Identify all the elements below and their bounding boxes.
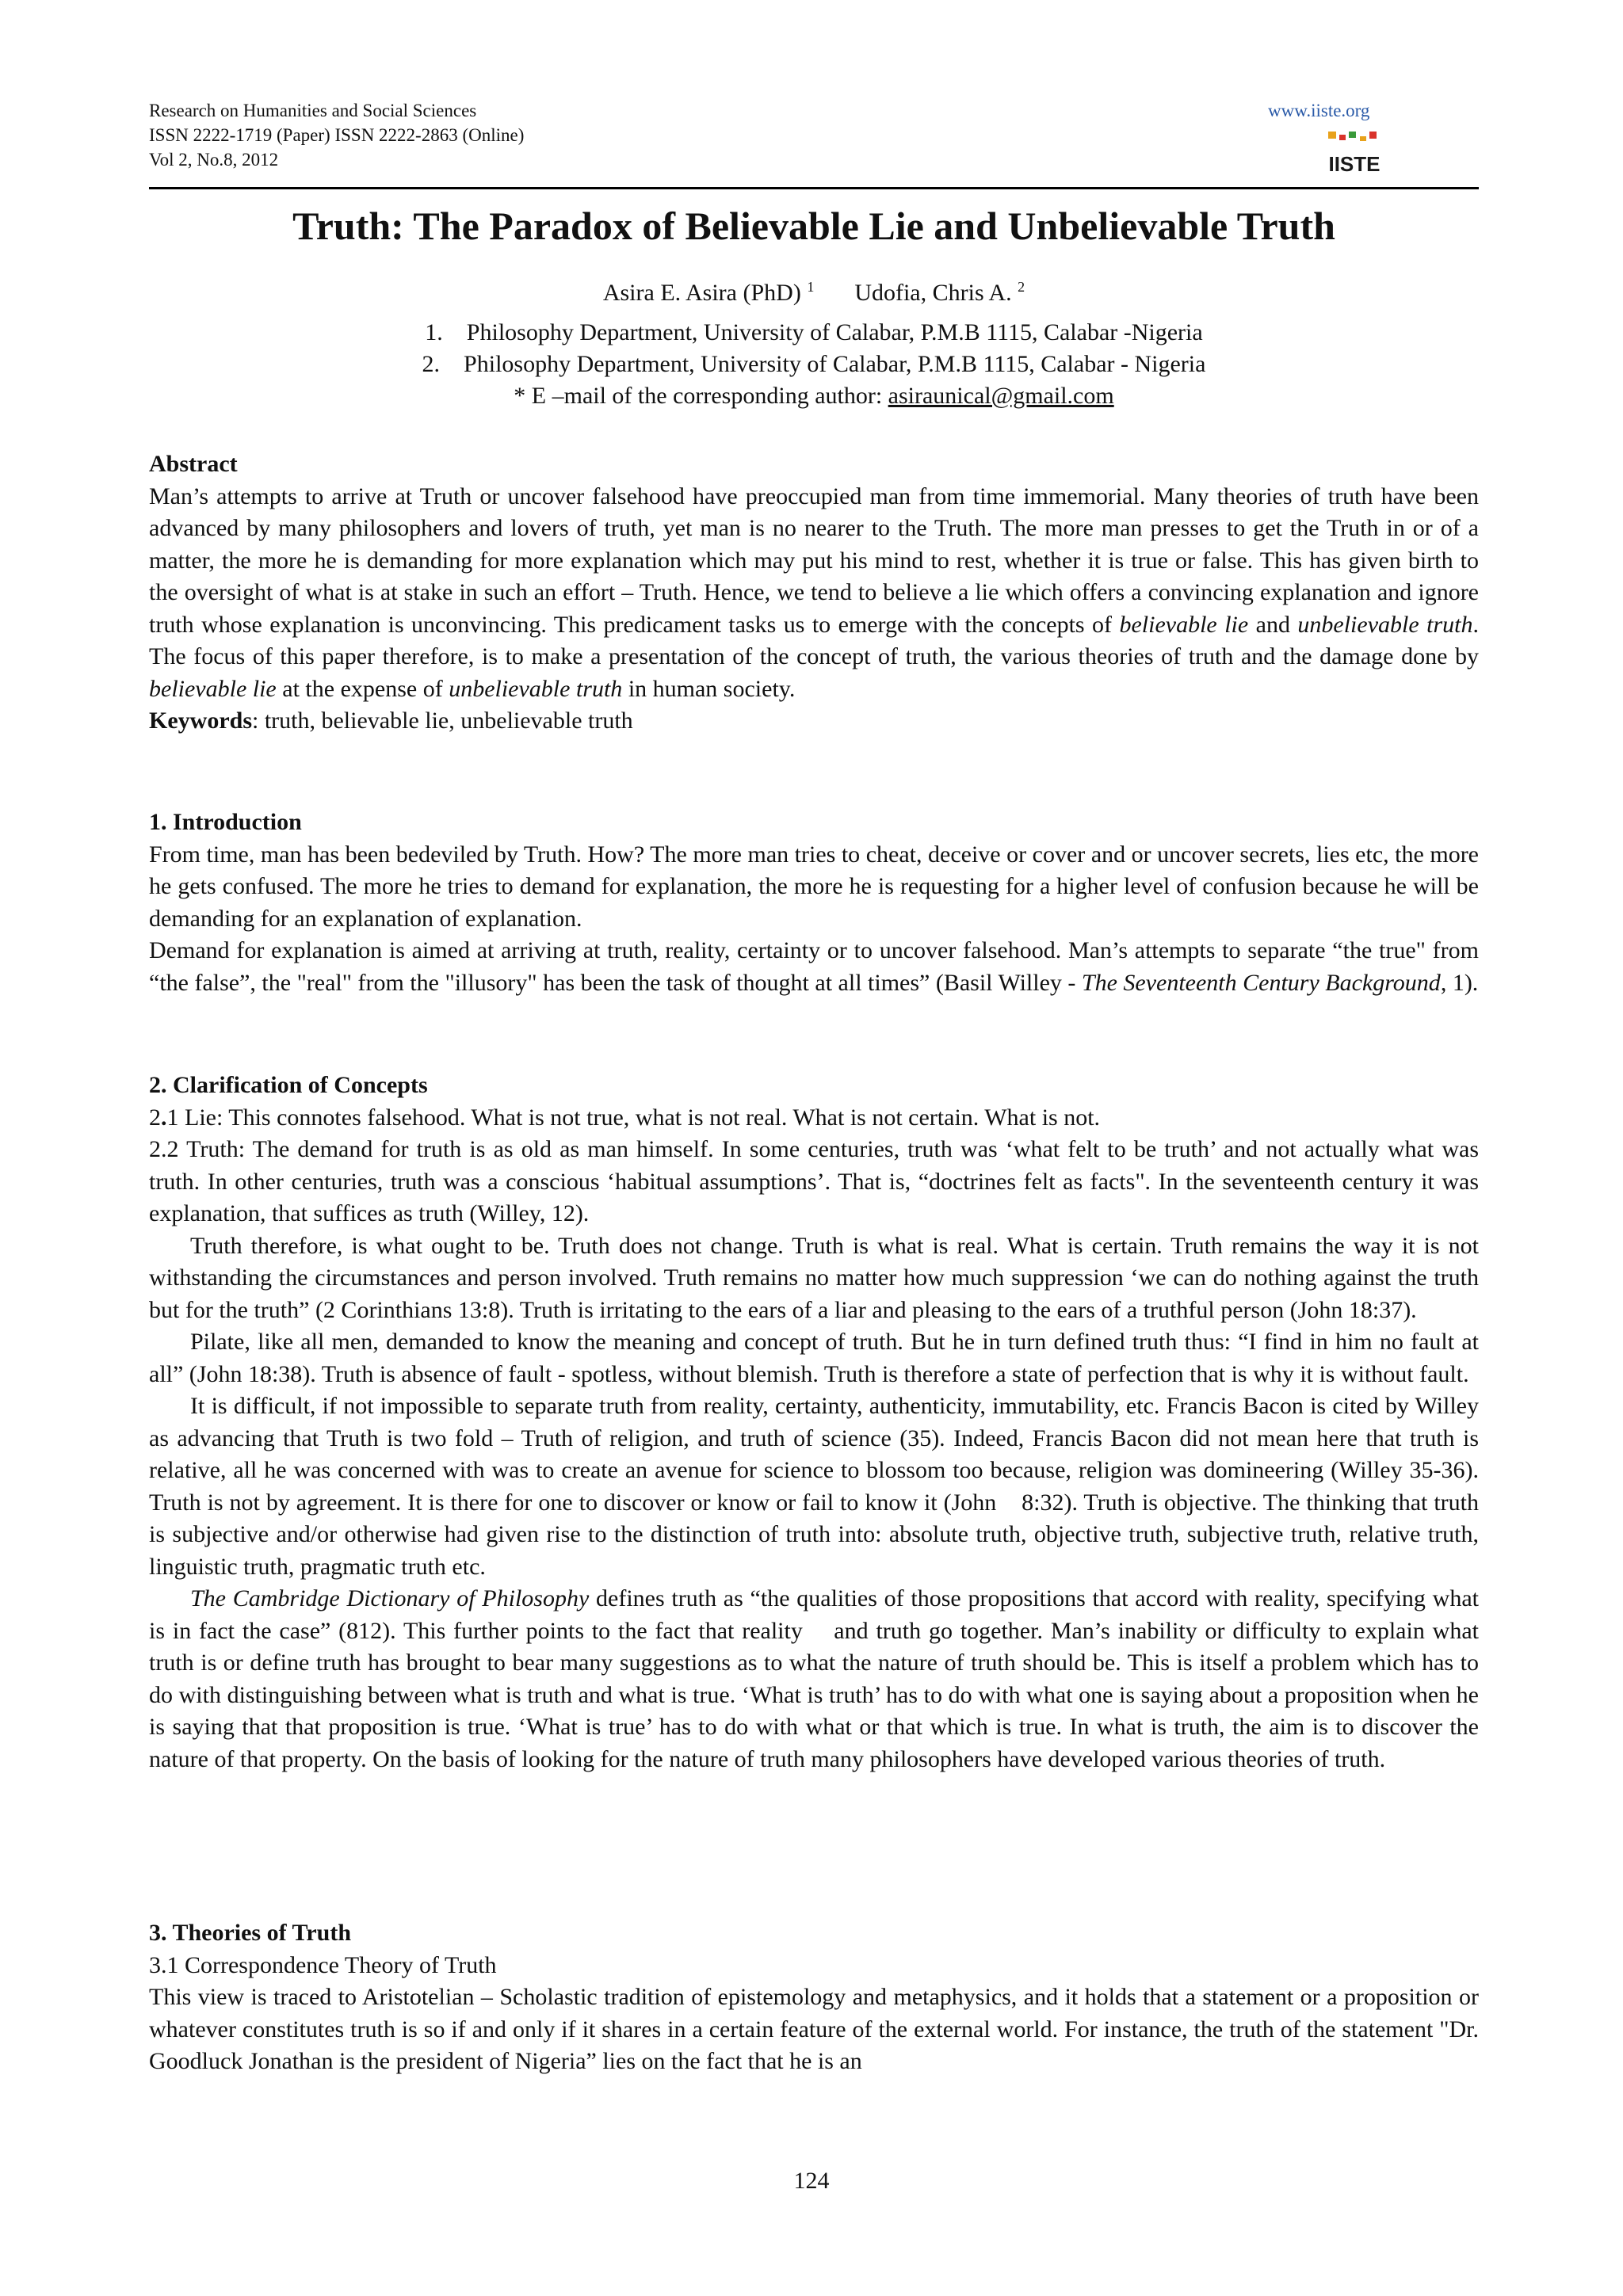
affiliation-2: 2. Philosophy Department, University of Calabar, P.M.B 1115, Calabar - Nigeria: [422, 351, 1206, 377]
theories-section: [149, 1917, 1479, 2078]
corresponding-email-line: [149, 380, 1479, 412]
journal-volume: Vol 2, No.8, 2012: [149, 150, 279, 170]
author-1: Asira E. Asira (PhD): [602, 280, 801, 306]
iiste-logo: [1325, 130, 1384, 177]
truth-definition: 2.2 Truth: The demand for truth is as old as man himself. In some centuries, truth was ‘what felt to be truth’ and not actually what was truth. In other centuries, truth was a conscious ‘habitual assumptions’. That is, “doctrines felt as facts". In the seventeenth century it was explanation, that suffices as truth (Willey, 12).: [149, 1136, 1479, 1226]
abstract-heading: Abstract: [149, 451, 238, 477]
affiliation-1: 1. Philosophy Department, University of Calabar, P.M.B 1115, Calabar -Nigeria: [425, 319, 1203, 345]
journal-url-link[interactable]: www.iiste.org: [1268, 101, 1370, 120]
lie-definition: 2.1 Lie: This connotes falsehood. What is not true, what is not real. What is not certain. What is not.: [149, 1104, 1101, 1131]
keywords: Keywords: truth, believable lie, unbelievable truth: [149, 707, 633, 734]
paper-title: Truth: The Paradox of Believable Lie and Unbelievable Truth: [292, 204, 1335, 248]
author-1-sup: 1: [807, 279, 815, 295]
journal-issn: ISSN 2222-1719 (Paper) ISSN 2222-2863 (Online): [149, 125, 525, 145]
introduction-paragraph-1: From time, man has been bedeviled by Truth. How? The more man tries to cheat, deceive or cover and or uncover secrets, lies etc, the more he gets confused. The more he tries to demand for explanation, the more he is requesting for a higher level of confusion because he will be demanding for an explanation of explanation.: [149, 841, 1479, 932]
clarification-heading: 2. Clarification of Concepts: [149, 1072, 428, 1098]
correspondence-subheading: 3.1 Correspondence Theory of Truth: [149, 1951, 497, 1978]
introduction-heading: 1. Introduction: [149, 809, 302, 835]
keywords-label: Keywords: [149, 707, 252, 734]
introduction-section: [149, 807, 1479, 999]
journal-header: [149, 98, 524, 172]
clarification-paragraph-4: Pilate, like all men, demanded to know the meaning and concept of truth. But he in turn defined truth thus: “I find in him no fault at all” (John 18:38). Truth is absence of fault - spotless, without blemish. Truth is therefore a state of perfection that is why it is without fault.: [149, 1329, 1479, 1387]
page-number: 124: [793, 2168, 830, 2194]
author-2-sup: 2: [1018, 279, 1025, 295]
abstract-text: Man’s attempts to arrive at Truth or uncover falsehood have preoccupied man from time immemorial. Many theories of truth have been advanced by many philosophers and lovers of truth, yet man is no nearer to the Truth. The more man presses to get the Truth in or of a matter, the more he is demanding for more explanation which may put his mind to rest, whether it is true or false. This has given birth to the oversight of what is at stake in such an effort – Truth. Hence, we tend to believe a lie which offers a convincing explanation and ignore truth whose explanation is unconvincing. This predicament tasks us to emerge with the concepts of believable lie and unbelievable truth. The focus of this paper therefore, is to make a presentation of the concept of truth, the various theories of truth and the damage done by believable lie at the expense of unbelievable truth in human society.: [149, 482, 1479, 702]
email-prefix: * E –mail of the corresponding author:: [514, 383, 888, 409]
clarification-paragraph-6: The Cambridge Dictionary of Philosophy defines truth as “the qualities of those propositions that accord with reality, specifying what is in fact the case” (812). This further points to the fact that reality and truth go together. Man’s inability or difficulty to explain what truth is or define truth has brought to bear many suggestions as to what the nature of truth should be. This is itself a problem which has to do with distinguishing between what is truth and what is true. ‘What is truth’ has to do with what one is saying about a proposition when he is saying that that proposition is true. ‘What is true’ has to do with what or that which is true. In what is truth, the aim is to discover the nature of that property. On the basis of looking for the nature of truth many philosophers have developed various theories of truth.: [149, 1585, 1485, 1772]
journal-name: Research on Humanities and Social Sciences: [149, 101, 477, 120]
clarification-section: [149, 1070, 1485, 1775]
introduction-paragraph-2: Demand for explanation is aimed at arriving at truth, reality, certainty or to uncover falsehood. Man’s attempts to separate “the true" from “the false”, the "real" from the "illusory" has been the task of thought at all times” (Basil Willey - The Seventeenth Century Background, 1).: [149, 937, 1479, 996]
header-divider: [149, 187, 1479, 189]
theories-heading: 3. Theories of Truth: [149, 1920, 352, 1946]
author-line: [149, 277, 1479, 309]
clarification-paragraph-3: Truth therefore, is what ought to be. Truth does not change. Truth is what is real. What is certain. Truth remains the way it is not withstanding the circumstances and person involved. Truth remains no matter how much suppression ‘we can do nothing against the truth but for the truth” (2 Corinthians 13:8). Truth is irritating to the ears of a liar and pleasing to the ears of a truthful person (John 18:37).: [149, 1232, 1479, 1323]
svg-text:IISTE: IISTE: [1328, 152, 1381, 176]
abstract-section: [149, 448, 1479, 738]
clarification-paragraph-5: It is difficult, if not impossible to separate truth from reality, certainty, authenticity, immutability, etc. Francis Bacon is cited by Willey as advancing that Truth is two fold – Truth of religion, and truth of science (35). Indeed, Francis Bacon did not mean here that truth is relative, all he was concerned with was to create an avenue for science to blossom too because, religion was domineering (Willey 35-36). Truth is not by agreement. It is there for one to discover or know or fail to know it (John 8:32). Truth is objective. The thinking that truth is subjective and/or otherwise had given rise to the distinction of truth into: absolute truth, objective truth, subjective truth, relative truth, linguistic truth, pragmatic truth etc.: [149, 1393, 1485, 1580]
author-2: Udofia, Chris A.: [854, 280, 1012, 306]
theories-paragraph-1: This view is traced to Aristotelian – Scholastic tradition of epistemology and metaphysics, and it holds that a statement or a proposition or whatever constitutes truth is so if and only if it shares in a certain feature of the external world. For instance, the truth of the statement "Dr. Goodluck Jonathan is the president of Nigeria” lies on the fact that he is an: [149, 1984, 1479, 2074]
email-link[interactable]: asiraunical@gmail.com: [888, 383, 1114, 409]
